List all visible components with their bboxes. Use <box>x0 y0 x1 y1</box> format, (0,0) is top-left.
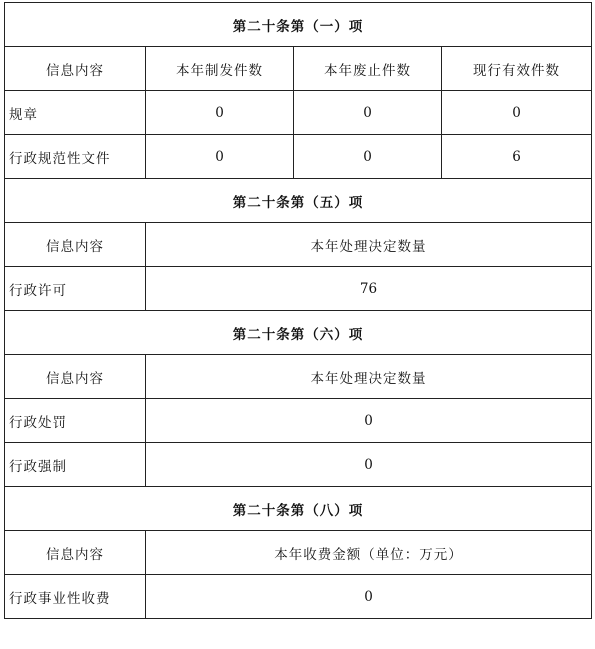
cell-value: 0 <box>442 91 592 135</box>
table-row <box>5 267 592 311</box>
table-header-row <box>5 223 592 267</box>
section-title: 第二十条第（六）项 <box>5 311 592 355</box>
disclosure-table <box>4 2 592 619</box>
table-row <box>5 575 592 619</box>
header-cell: 信息内容 <box>5 47 146 91</box>
cell-value: 0 <box>146 399 592 443</box>
header-cell: 本年制发件数 <box>146 47 294 91</box>
section-title-row <box>5 487 592 531</box>
section-title-row <box>5 311 592 355</box>
table-header-row <box>5 355 592 399</box>
row-label: 行政强制 <box>5 443 146 487</box>
header-cell: 现行有效件数 <box>442 47 592 91</box>
table-row <box>5 399 592 443</box>
section-title: 第二十条第（五）项 <box>5 179 592 223</box>
cell-value: 0 <box>294 91 442 135</box>
table-row <box>5 443 592 487</box>
header-cell: 信息内容 <box>5 223 146 267</box>
row-label: 规章 <box>5 91 146 135</box>
header-cell: 本年处理决定数量 <box>146 355 592 399</box>
section-title: 第二十条第（一）项 <box>5 3 592 47</box>
row-label: 行政许可 <box>5 267 146 311</box>
header-cell: 本年处理决定数量 <box>146 223 592 267</box>
cell-value: 0 <box>146 575 592 619</box>
row-label: 行政事业性收费 <box>5 575 146 619</box>
header-cell: 信息内容 <box>5 531 146 575</box>
table-row <box>5 91 592 135</box>
row-label: 行政处罚 <box>5 399 146 443</box>
table-row <box>5 135 592 179</box>
table-header-row <box>5 531 592 575</box>
cell-value: 76 <box>146 267 592 311</box>
section-title: 第二十条第（八）项 <box>5 487 592 531</box>
table-header-row <box>5 47 592 91</box>
cell-value: 6 <box>442 135 592 179</box>
cell-value: 0 <box>146 443 592 487</box>
cell-value: 0 <box>146 135 294 179</box>
header-cell: 信息内容 <box>5 355 146 399</box>
cell-value: 0 <box>294 135 442 179</box>
header-cell: 本年收费金额（单位：万元） <box>146 531 592 575</box>
section-title-row <box>5 179 592 223</box>
row-label: 行政规范性文件 <box>5 135 146 179</box>
cell-value: 0 <box>146 91 294 135</box>
header-cell: 本年废止件数 <box>294 47 442 91</box>
section-title-row <box>5 3 592 47</box>
